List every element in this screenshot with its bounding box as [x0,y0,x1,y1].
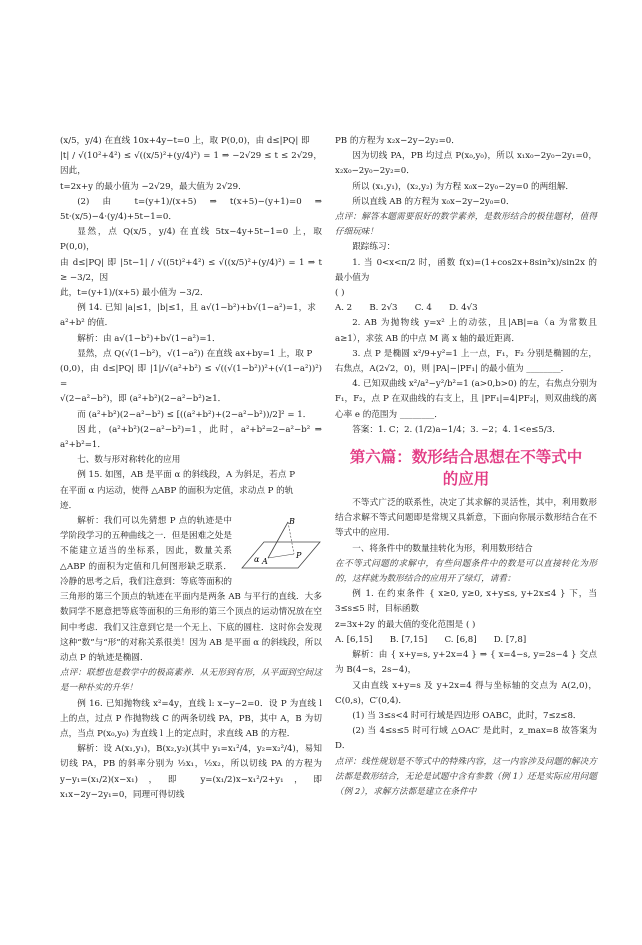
left-text: (2) 由 t=(y+1)/(x+5) ⇒ t(x+5)−(y+1)=0 ⇒ 5t·(x/5)−4·(y/4)+5t−1=0． [60,196,322,223]
right-text: 跟踪练习： [352,242,396,253]
segment-ap [268,554,294,558]
left-text: 例 15. 如图，AB 是平面 α 的斜线段，A 为斜足，若点 P [77,470,295,481]
segment-bp [288,522,294,554]
left-text: 解析：由 a√(1−b²)+b√(1−a²)=1． [77,333,221,344]
right-text: 3. 点 P 是椭圆 x²/9+y²=1 上一点，F₁，F₂ 分别是椭圆的左，右焦点，A(2√2，0)，则 |PA|−|PF₁| 的最小值为 ________． [335,348,597,375]
left-paragraph [60,332,322,347]
left-paragraph [60,453,322,468]
left-paragraph [60,134,322,149]
left-text: 解析：设 A(x₁,y₁)，B(x₂,y₂)(其中 y₁=x₁²/4，y₂=x₂²/4)，易知切线 PA，PB 的斜率分别为 ½x₁，½x₂，所以切线 PA 的方程为 y−y₁=(x₁/2)(x−x₁)，即 y=(x₁/2)x−x₁²/2+y₁，即 x₁x−2y−2y₁=0，同理可得切线 [60,744,322,800]
left-text: 在平面 α 内运动，使得 △ABP 的面积为定值，求动点 P 的轨 [60,485,294,496]
right-paragraph [335,180,597,195]
left-text: 解析：我们可以先猜想 P 点的轨迹是中学阶段学习的五种曲线之一．但是困难之处是不能建立适当的坐标系，因此，数量关系 △ABP 的面积为定值和几何图形缺乏联系．冷静的思考之后，我们注意到：等底等面积的三角形的第三个顶点的轨迹在平面内是两条 AB 与平行的直线．大多数同学不愿意把等底等面积的三角形的第三个顶点的运动情况放在空间中考虑．我们又注意到它是一个无上、下底的圆柱．这时你会发现这种“数”与“形”的对称关系很美！因为 AB 是平面 α 的斜线段，所以动点 P 的轨迹是椭圆． [60,516,322,663]
left-text: 七、数与形对称转化的应用 [77,455,181,466]
section-title-line1: 第六篇：数形结合思想在不等式中 [349,448,583,467]
right-column-bottom [335,496,597,800]
left-paragraph [60,742,322,803]
left-paragraph [60,362,322,392]
right2-text: 在不等式问题的求解中，有些问题条件中的数是可以直接转化为形的，这样就为数形结合的应用开了绿灯，请看： [335,558,597,585]
right2-paragraph [335,679,597,709]
left-text: 显然，点 Q(x/5，y/4) 在直线 5tx−4y+5t−1=0 上，取 P(0,0)， [60,227,322,253]
left-column [60,134,322,803]
left-paragraph [60,499,322,514]
right2-text: 一、将条件中的数量挂转化为形，利用数形结合 [352,543,533,554]
right2-text: 解析：由 { x+y=s, y+2x=4 } ⇒ { x=4−s, y=2s−4 } 交点为 B(4−s，2s−4)， [335,650,597,676]
left-text: √(2−a²−b²)，即 (a²+b²)(2−a²−b²)≥1． [60,394,227,405]
right-text: 2. AB 为抛物线 y=x² 上的动弦，且|AB|=a（a 为常数且 a≥1），求弦 AB 的中点 M 离 x 轴的最近距离． [335,318,597,344]
left-paragraph [60,316,322,331]
left-paragraph [60,666,322,696]
left-paragraph [60,149,322,179]
left-paragraph [60,423,322,453]
right2-paragraph [335,557,597,587]
right2-text: z=3x+2y 的最大值的变化范围是 ( ) [335,619,476,630]
left-text: 显然，点 Q(√(1−b²)，√(1−a²)) 在直线 ax+by=1 上，取 P [77,348,313,359]
right2-text: 例 1. 在约束条件 { x≥0, y≥0, x+y≤s, y+2x≤4 } 下，当 3≤s≤5 时，目标函数 [335,589,597,615]
right-text: 所以 (x₁,y₁)，(x₂,y₂) 为方程 x₀x−2y₀−2y=0 的两组解． [352,181,575,192]
left-text: 而 (a²+b²)(2−a²−b²) ≤ [((a²+b²)+(2−a²−b²))/2]² = 1． [77,409,312,420]
left-paragraph [60,286,322,301]
right2-paragraph [335,496,597,542]
right-paragraph [335,149,597,179]
plane-figure [238,516,322,586]
right2-paragraph [335,724,597,754]
left-text: 此，t=(y+1)/(x+5) 最小值为 −3/2． [60,288,209,299]
label-p: P [296,551,302,561]
left-paragraph [60,392,322,407]
right2-text: 又由直线 x+y=s 及 y+2x=4 得与坐标轴的交点为 A(2,0)，C(0,s)，C′(0,4)． [335,680,597,706]
right2-text: 不等式广泛的联系性，决定了其求解的灵活性，其中，利用数形结合求解不等式问题即是常规又具新意，下面向你展示数形结合在不等式中的应用． [335,498,597,539]
right-text: A. 2 B. 2√3 C. 4 D. 4√3 [335,303,478,314]
right2-text: (1) 当 3≤s<4 时可行域是四边形 OABC，此时，7≤z≤8． [352,710,582,721]
right-text: PB 的方程为 x₂x−2y−2y₂=0． [335,136,460,146]
right-paragraph [335,256,597,286]
right2-paragraph [335,648,597,678]
right-paragraph [335,316,597,346]
left-text: 点评：联想也是数学中的极高素养．从无形到有形，从平面到空间这是一种朴实的升华！ [60,668,322,694]
left-text: 因此，(a²+b²)(2−a²−b²)=1，此时，a²+b²=2−a²−b² ⇒ a²+b²=1． [60,424,322,451]
right2-text: 点评：线性规划是不等式中的特殊内容，这一内容涉及问题的解决方法都是数形结合，无论是试题中含有参数（例 1）还是实际应用问题（例 2），求解方法都是建立在条件中 [335,756,597,797]
right2-paragraph [335,587,597,617]
right2-paragraph [335,542,597,557]
right-paragraph [335,240,597,255]
right-paragraph [335,195,597,210]
right2-text: (2) 当 4≤s≤5 时可行域 △OAC′ 是此时，z_max=8 故答案为 D． [335,726,597,752]
right2-paragraph [335,633,597,648]
right2-paragraph [335,618,597,633]
section-title [335,446,597,490]
right2-paragraph [335,755,597,801]
right-paragraph [335,347,597,377]
left-text: 例 14. 已知 |a|≤1，|b|≤1，且 a√(1−b²)+b√(1−a²)=1，求 [77,303,316,314]
left-paragraph [60,256,322,286]
left-paragraph [60,484,322,499]
right-paragraph [335,377,597,423]
left-text: 由 d≤|PQ| 即 |5t−1| / √((5t)²+4²) ≤ √((x/5)²+(y/4)²) = 1 ⇒ t ≥ −3/2，因 [60,257,322,283]
left-paragraph [60,301,322,316]
right-paragraph [335,301,597,316]
left-paragraph [60,180,322,195]
segment-ab [268,522,288,558]
left-text: (x/5，y/4) 在直线 10x+4y−t=0 上，取 P(0,0)，由 d≤|PQ| 即 [60,136,310,146]
right-text: ( ) [335,288,345,299]
left-paragraph [60,408,322,423]
right-paragraph [335,134,597,149]
right-text: 点评：解答本题需要很好的数学素养，是数形结合的极佳题材，值得仔细玩味！ [335,212,597,238]
left-text: 迹． [60,500,78,511]
label-a: A [262,557,268,567]
left-paragraph [60,225,322,255]
left-paragraph [60,514,322,666]
right-paragraph [335,286,597,301]
left-paragraph [60,195,322,225]
right-text: 因为切线 PA，PB 均过点 P(x₀,y₀)，所以 x₁x₀−2y₀−2y₁=0，x₂x₀−2y₀−2y₂=0． [335,151,597,177]
label-alpha: α [254,555,260,565]
right2-text: A. [6,15] B. [7,15] C. [6,8] D. [7,8] [335,634,527,645]
left-text: 例 16. 已知抛物线 x²=4y，直线 l: x−y−2=0．设 P 为直线 l 上的点，过点 P 作抛物线 C 的两条切线 PA，PB，其中 A，B 为切点，当点 P(x₀,y₀) 为直线 l 上的定点时，求直线 AB 的方程． [60,698,322,739]
left-text: t=2x+y 的最小值为 −2√29，最大值为 2√29． [60,181,247,192]
left-paragraph [60,468,322,483]
right-text: 答案：1. C；2. (1/2)a−1/4；3. −2；4. 1<e≤5/3． [352,424,561,435]
right-column [335,134,597,800]
right-paragraph [335,210,597,240]
left-text: a²+b² 的值． [60,318,114,329]
right-paragraph [335,423,597,438]
left-paragraph [60,697,322,743]
right-text: 所以直线 AB 的方程为 x₀x−2y−2y₀=0． [352,196,515,207]
label-b: B [289,517,295,527]
section-title-line2: 的应用 [442,470,490,489]
left-paragraph [60,347,322,362]
right-text: 4. 已知双曲线 x²/a²−y²/b²=1 (a>0,b>0) 的左，右焦点分别为 F₁，F₂，点 P 在双曲线的右支上，且 |PF₁|=4|PF₂|，则双曲线的离心率 e 的范围为 ________． [335,379,597,420]
left-text: (0,0)，由 d≤|PQ| 即 |1|/√(a²+b²) ≤ √((√(1−b²))²+(√(1−a²))²) = [60,364,322,390]
left-text: |t| / √(10²+4²) ≤ √((x/5)²+(y/4)²) = 1 ⇒ −2√29 ≤ t ≤ 2√29，因此， [60,151,322,177]
right-text: 1. 当 0<x<π/2 时，函数 f(x)=(1+cos2x+8sin²x)/sin2x 的最小值为 [335,257,597,283]
right-column-top [335,134,597,438]
right2-paragraph [335,709,597,724]
